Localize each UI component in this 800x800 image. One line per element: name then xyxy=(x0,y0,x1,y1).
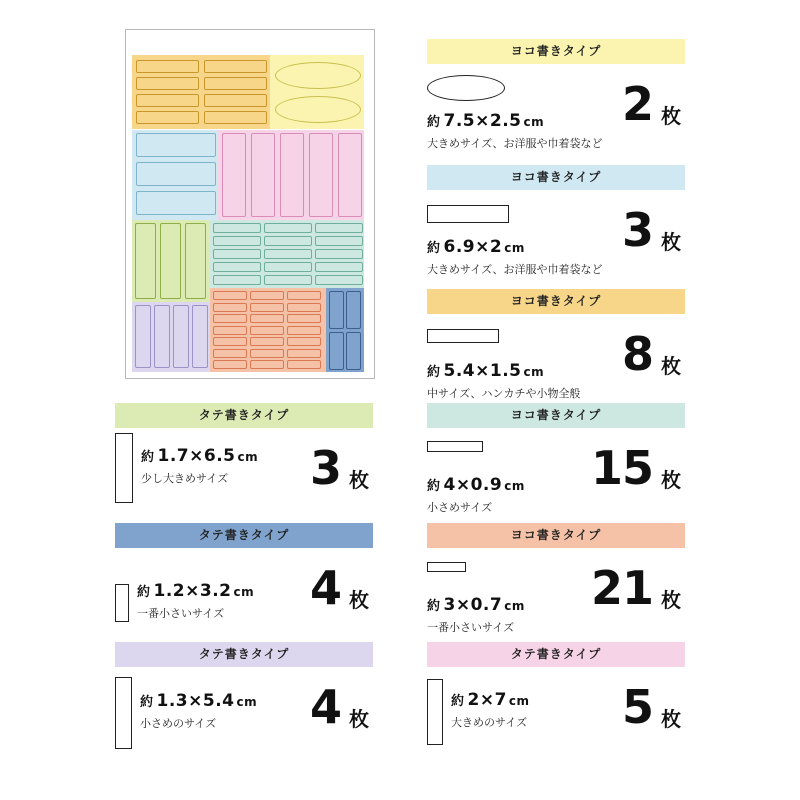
size-value: 3×0.7 xyxy=(443,595,503,615)
sheet-label-teal xyxy=(315,275,363,285)
size-prefix: 約 xyxy=(137,585,151,600)
label-shape-icon xyxy=(427,679,443,745)
sheet-count: 3 xyxy=(621,203,653,257)
sheet-label-salmon xyxy=(213,337,247,346)
sheet-label-teal xyxy=(315,249,363,259)
size-unit: cm xyxy=(504,241,525,255)
sheet-label-teal xyxy=(264,223,312,233)
sheet-label-green xyxy=(160,223,181,299)
label-size xyxy=(427,237,525,257)
sheet-label-lavender xyxy=(192,305,208,368)
sheet-label-salmon xyxy=(213,360,247,369)
sheet-label-pink xyxy=(251,133,275,217)
sheet-label-lavender xyxy=(173,305,189,368)
size-value: 1.3×5.4 xyxy=(156,691,235,711)
label-size xyxy=(427,595,525,615)
size-unit: cm xyxy=(236,695,258,709)
sheet-count: 21 xyxy=(590,561,653,615)
size-value: 1.2×3.2 xyxy=(153,581,232,601)
spec-card-tate-2 xyxy=(115,523,373,643)
spec-card-tate-6 xyxy=(427,642,685,762)
size-value: 6.9×2 xyxy=(443,237,503,257)
sheet-label-yellow xyxy=(275,62,361,89)
label-description: 大きめサイズ、お洋服や巾着袋など xyxy=(427,137,603,150)
sheet-label-teal xyxy=(264,262,312,272)
sheet-label-salmon xyxy=(287,314,321,323)
card-header: ヨコ書きタイプ xyxy=(427,39,685,64)
sheet-label-teal xyxy=(315,223,363,233)
sheet-label-salmon xyxy=(250,291,284,300)
size-value: 2×7 xyxy=(467,690,507,710)
sheet-label-teal xyxy=(315,262,363,272)
label-shape-icon xyxy=(427,562,466,572)
card-header: ヨコ書きタイプ xyxy=(427,289,685,314)
size-prefix: 約 xyxy=(427,479,441,494)
spec-card-yoko-5 xyxy=(427,523,685,643)
sheet-count: 4 xyxy=(309,561,341,615)
sheet-label-lavender xyxy=(135,305,151,368)
sheet-label-salmon xyxy=(250,360,284,369)
sheet-count: 3 xyxy=(309,441,341,495)
size-unit: cm xyxy=(523,365,545,379)
sheet-label-salmon xyxy=(250,337,284,346)
sheet-label-salmon xyxy=(213,291,247,300)
sheet-label-salmon xyxy=(287,326,321,335)
sheet-label-salmon xyxy=(213,303,247,312)
label-shape-icon xyxy=(115,677,132,749)
sheet-label-pink xyxy=(280,133,304,217)
count-unit: 枚 xyxy=(661,230,681,254)
card-header: タテ書きタイプ xyxy=(115,642,373,667)
sheet-count: 2 xyxy=(621,77,653,131)
label-size xyxy=(427,361,544,381)
label-description: 一番小さいサイズ xyxy=(427,621,515,634)
card-header: ヨコ書きタイプ xyxy=(427,523,685,548)
sheet-label-teal xyxy=(264,275,312,285)
label-shape-icon xyxy=(427,329,499,343)
label-description: 大きめサイズ、お洋服や巾着袋など xyxy=(427,263,603,276)
sheet-count: 4 xyxy=(309,680,341,734)
label-description: 少し大きめサイズ xyxy=(141,472,229,485)
size-value: 7.5×2.5 xyxy=(443,111,522,131)
sheet-label-salmon xyxy=(287,291,321,300)
sheet-label-orange xyxy=(204,77,267,90)
label-size xyxy=(137,581,254,601)
count-unit: 枚 xyxy=(661,104,681,128)
count-unit: 枚 xyxy=(661,588,681,612)
sheet-label-teal xyxy=(264,249,312,259)
sheet-label-darkblue xyxy=(329,332,344,370)
size-value: 5.4×1.5 xyxy=(443,361,522,381)
sheet-label-pink xyxy=(309,133,333,217)
sheet-label-salmon xyxy=(287,349,321,358)
sheet-count: 8 xyxy=(621,327,653,381)
size-prefix: 約 xyxy=(140,695,154,710)
size-prefix: 約 xyxy=(427,241,441,256)
size-unit: cm xyxy=(504,479,525,493)
label-description: 小さめのサイズ xyxy=(140,717,217,730)
sheet-label-orange xyxy=(204,94,267,107)
card-header: タテ書きタイプ xyxy=(427,642,685,667)
sheet-label-pink xyxy=(222,133,246,217)
label-size xyxy=(451,690,530,710)
count-unit: 枚 xyxy=(661,707,681,731)
sheet-label-salmon xyxy=(287,360,321,369)
sheet-label-blue xyxy=(136,191,216,215)
size-prefix: 約 xyxy=(427,599,441,614)
spec-card-tate-3 xyxy=(115,642,373,762)
size-prefix: 約 xyxy=(427,115,441,130)
spec-card-tate-1 xyxy=(115,403,373,523)
sheet-label-salmon xyxy=(213,349,247,358)
sheet-count: 15 xyxy=(590,441,653,495)
sheet-label-teal xyxy=(213,223,261,233)
sheet-label-teal xyxy=(213,249,261,259)
label-description: 一番小さいサイズ xyxy=(137,607,225,620)
label-description: 大きめのサイズ xyxy=(451,716,528,729)
size-unit: cm xyxy=(508,694,530,708)
sheet-label-salmon xyxy=(250,326,284,335)
label-size xyxy=(427,475,525,495)
sheet-label-yellow xyxy=(275,96,361,123)
count-unit: 枚 xyxy=(349,468,369,492)
label-size xyxy=(427,111,544,131)
sheet-label-darkblue xyxy=(329,291,344,329)
sheet-label-orange xyxy=(136,60,199,73)
sheet-label-green xyxy=(135,223,156,299)
sheet-label-orange xyxy=(136,94,199,107)
label-description: 小さめサイズ xyxy=(427,501,493,514)
sheet-label-salmon xyxy=(250,303,284,312)
label-size xyxy=(141,446,258,466)
label-description: 中サイズ、ハンカチや小物全般 xyxy=(427,387,581,400)
label-shape-icon xyxy=(427,441,483,452)
card-header: タテ書きタイプ xyxy=(115,403,373,428)
label-shape-icon xyxy=(427,75,505,101)
sheet-count: 5 xyxy=(621,680,653,734)
sheet-label-blue xyxy=(136,162,216,186)
sheet-label-orange xyxy=(204,111,267,124)
size-unit: cm xyxy=(523,115,545,129)
size-unit: cm xyxy=(233,585,255,599)
size-unit: cm xyxy=(504,599,525,613)
count-unit: 枚 xyxy=(349,588,369,612)
sheet-label-salmon xyxy=(250,314,284,323)
sheet-label-teal xyxy=(264,236,312,246)
sheet-label-green xyxy=(185,223,206,299)
spec-card-yoko-3 xyxy=(427,289,685,409)
sheet-label-orange xyxy=(136,77,199,90)
label-sheet-preview xyxy=(125,29,375,379)
sheet-label-blue xyxy=(136,133,216,157)
card-header: ヨコ書きタイプ xyxy=(427,403,685,428)
size-unit: cm xyxy=(237,450,259,464)
sheet-label-pink xyxy=(338,133,362,217)
sheet-label-salmon xyxy=(213,314,247,323)
spec-card-yoko-4 xyxy=(427,403,685,523)
sheet-label-lavender xyxy=(154,305,170,368)
label-size xyxy=(140,691,257,711)
sheet-label-teal xyxy=(213,236,261,246)
sheet-label-teal xyxy=(213,275,261,285)
size-value: 4×0.9 xyxy=(443,475,503,495)
sheet-label-teal xyxy=(315,236,363,246)
card-header: タテ書きタイプ xyxy=(115,523,373,548)
sheet-label-salmon xyxy=(287,337,321,346)
label-shape-icon xyxy=(115,433,133,503)
sheet-label-darkblue xyxy=(346,291,361,329)
size-prefix: 約 xyxy=(427,365,441,380)
size-prefix: 約 xyxy=(141,450,155,465)
sheet-label-darkblue xyxy=(346,332,361,370)
sheet-label-orange xyxy=(136,111,199,124)
size-prefix: 約 xyxy=(451,694,465,709)
sheet-label-salmon xyxy=(287,303,321,312)
spec-card-yoko-1 xyxy=(427,39,685,159)
card-header: ヨコ書きタイプ xyxy=(427,165,685,190)
sheet-label-teal xyxy=(213,262,261,272)
spec-card-yoko-2 xyxy=(427,165,685,285)
count-unit: 枚 xyxy=(349,707,369,731)
size-value: 1.7×6.5 xyxy=(157,446,236,466)
sheet-label-salmon xyxy=(250,349,284,358)
sheet-label-salmon xyxy=(213,326,247,335)
label-shape-icon xyxy=(427,205,509,223)
count-unit: 枚 xyxy=(661,354,681,378)
label-shape-icon xyxy=(115,584,129,622)
sheet-label-orange xyxy=(204,60,267,73)
count-unit: 枚 xyxy=(661,468,681,492)
